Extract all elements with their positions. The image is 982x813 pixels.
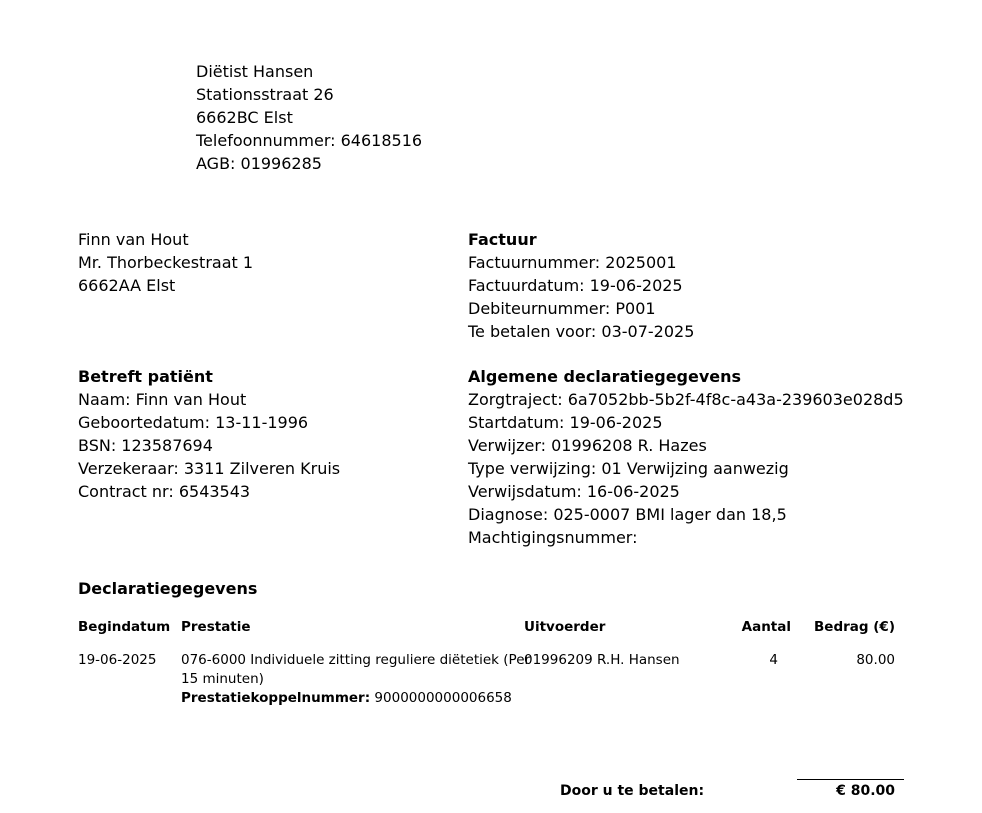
patient-name: Naam: Finn van Hout: [78, 390, 247, 409]
header-begindatum: Begindatum: [78, 619, 171, 635]
row-link-number: [181, 689, 516, 708]
total-divider: [797, 779, 904, 780]
row-service: [181, 651, 531, 708]
recipient-address: [78, 228, 253, 297]
row-link-label: Prestatiekoppelnummer:: [181, 690, 371, 706]
patient-insurer: Verzekeraar: 3311 Zilveren Kruis: [78, 459, 341, 478]
sender-agb: AGB: 01996285: [196, 154, 322, 173]
sender-address: [196, 60, 422, 175]
patient-dob: Geboortedatum: 13-11-1996: [78, 413, 309, 432]
row-amount: 80.00: [856, 652, 895, 668]
invoice-heading: Factuur: [468, 230, 537, 249]
recipient-street: Mr. Thorbeckestraat 1: [78, 253, 254, 272]
recipient-postal-city: 6662AA Elst: [78, 276, 176, 295]
claim-trajectory: Zorgtraject: 6a7052bb-5b2f-4f8c-a43a-239603e028d5: [468, 390, 904, 409]
row-performer: 01996209 R.H. Hansen: [524, 652, 680, 668]
total-label: Door u te betalen:: [560, 783, 705, 799]
header-bedrag: Bedrag (€): [814, 619, 895, 635]
declaration-title: Declaratiegegevens: [78, 579, 258, 598]
total-value: € 80.00: [836, 783, 895, 799]
recipient-name: Finn van Hout: [78, 230, 189, 249]
claim-authorization: Machtigingsnummer:: [468, 528, 638, 547]
sender-phone: Telefoonnummer: 64618516: [196, 131, 423, 150]
patient-contract: Contract nr: 6543543: [78, 482, 251, 501]
header-prestatie: Prestatie: [181, 619, 251, 635]
claim-details: [468, 365, 904, 549]
invoice-date: Factuurdatum: 19-06-2025: [468, 276, 683, 295]
invoice-number: Factuurnummer: 2025001: [468, 253, 677, 272]
patient-details: [78, 365, 340, 503]
claim-diagnosis: Diagnose: 025-0007 BMI lager dan 18,5: [468, 505, 787, 524]
claim-start: Startdatum: 19-06-2025: [468, 413, 663, 432]
patient-bsn: BSN: 123587694: [78, 436, 213, 455]
header-aantal: Aantal: [741, 619, 791, 635]
header-uitvoerder: Uitvoerder: [524, 619, 606, 635]
row-service-line1: 076-6000 Individuele zitting reguliere diëtetiek (Per: [181, 652, 531, 668]
row-link-value: 9000000000006658: [374, 690, 512, 706]
claim-heading: Algemene declaratiegegevens: [468, 367, 742, 386]
claim-referral-date: Verwijsdatum: 16-06-2025: [468, 482, 680, 501]
row-service-line2: 15 minuten): [181, 671, 264, 687]
patient-heading: Betreft patiënt: [78, 367, 213, 386]
claim-referrer: Verwijzer: 01996208 R. Hazes: [468, 436, 707, 455]
invoice-due: Te betalen voor: 03-07-2025: [468, 322, 695, 341]
invoice-details: [468, 228, 694, 343]
row-count: 4: [769, 652, 778, 668]
row-date: 19-06-2025: [78, 652, 157, 668]
sender-street: Stationsstraat 26: [196, 85, 334, 104]
invoice-debtor: Debiteurnummer: P001: [468, 299, 656, 318]
sender-postal-city: 6662BC Elst: [196, 108, 293, 127]
claim-referral-type: Type verwijzing: 01 Verwijzing aanwezig: [468, 459, 789, 478]
sender-name: Diëtist Hansen: [196, 62, 314, 81]
